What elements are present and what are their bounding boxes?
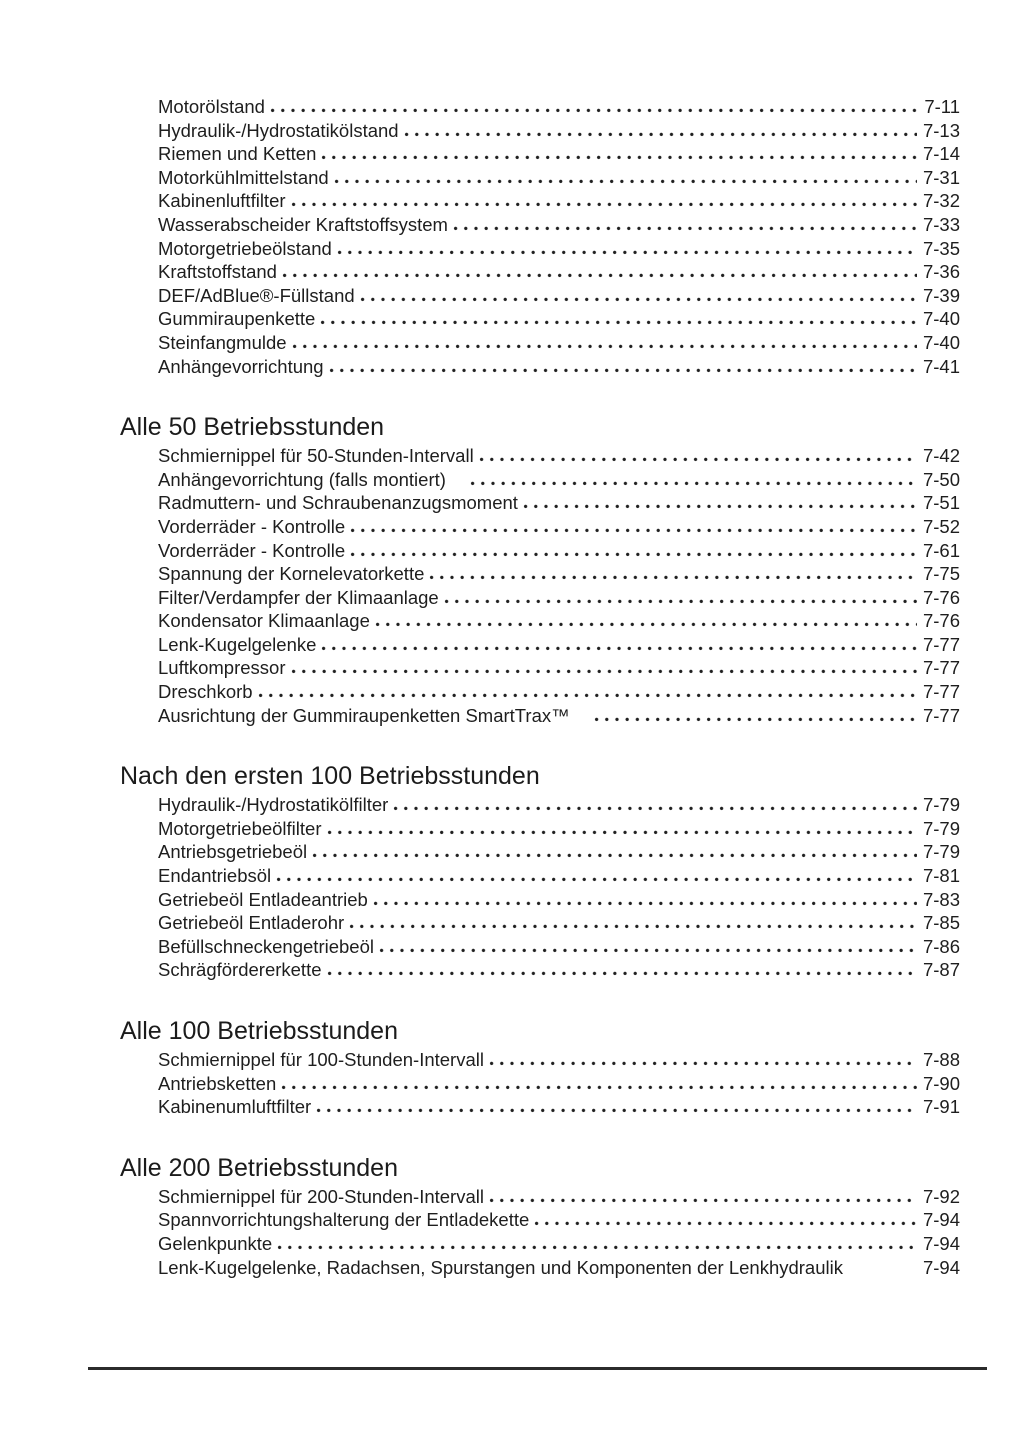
dot-leader [470,481,917,486]
entry-label: Schmiernippel für 200-Stunden-Intervall [158,1185,484,1207]
section-heading: Alle 100 Betriebsstunden [120,1017,398,1045]
entry-label: Vorderräder - Kontrolle [158,539,346,561]
entry-page-number: 7-36 [922,261,960,283]
dot-leader [349,924,917,929]
toc-entry [120,213,960,237]
toc-entry [120,1232,960,1256]
entry-page-number: 7-76 [922,586,960,608]
toc-entry [120,237,960,261]
entry-label: Riemen und Ketten [158,143,317,165]
entry-label: Schrägfördererkette [158,959,322,981]
dot-leader [523,504,917,509]
entry-label: Motorölstand [158,96,265,117]
dot-leader [453,226,917,231]
toc-entry [120,166,960,190]
entry-label: Antriebsketten [158,1072,277,1094]
entry-label: Motorgetriebeölstand [158,237,332,259]
section-entries [120,793,960,982]
entry-page-number: 7-77 [922,633,960,655]
toc-entry [120,911,960,935]
entry-label: Schmiernippel für 50-Stunden-Intervall [158,445,474,467]
entry-label: Hydraulik-/Hydrostatikölfilter [158,794,389,816]
entry-page-number: 7-77 [922,681,960,703]
entry-label: Anhängevorrichtung (falls montiert) [158,468,446,490]
dot-leader [334,179,917,184]
dot-leader [327,830,917,835]
dot-leader [404,132,917,137]
entry-label: Spannvorrichtungshalterung der Entladekette [158,1209,530,1231]
entry-page-number: 7-90 [922,1072,960,1094]
toc-entry [120,656,960,680]
dot-leader [379,948,917,953]
entry-label: Endantriebsöl [158,865,272,887]
dot-leader [282,273,917,278]
entry-label: Getriebeöl Entladerohr [158,912,345,934]
entry-page-number: 7-39 [922,284,960,306]
dot-leader [291,202,917,207]
toc-entry [120,562,960,586]
entry-label: Kondensator Klimaanlage [158,610,370,632]
entry-label: Vorderräder - Kontrolle [158,515,346,537]
section-heading: Alle 50 Betriebsstunden [120,413,385,442]
entry-page-number: 7-85 [922,912,960,934]
dot-leader [292,344,917,349]
dot-leader [337,250,917,255]
dot-leader [429,575,917,580]
entry-page-number: 7-87 [922,959,960,981]
toc-entry [120,1095,960,1119]
dot-leader [479,457,917,462]
toc-entry [120,586,960,610]
toc-section [120,759,960,982]
toc-entry [120,1208,960,1232]
dot-leader [350,552,917,557]
entry-page-number: 7-13 [922,119,960,141]
entry-page-number: 7-40 [922,331,960,353]
dot-leader [350,528,917,533]
dot-leader [270,108,918,113]
entry-label: Befüllschneckengetriebeöl [158,935,374,957]
entry-label: Ausrichtung der Gummiraupenketten SmartTrax™ [158,704,570,726]
toc-entry [120,864,960,888]
toc-entry [120,704,960,728]
entry-label: Motorkühlmittelstand [158,166,329,188]
entry-page-number: 7-32 [922,190,960,212]
toc-entry [120,935,960,959]
section-entries [120,1048,960,1119]
entry-page-number: 7-79 [922,841,960,863]
toc-entry [120,189,960,213]
toc-entry [120,142,960,166]
footer-divider [88,1367,987,1370]
entry-page-number: 7-81 [922,865,960,887]
section-entries [120,444,960,727]
section-heading: Alle 200 Betriebsstunden [120,1153,398,1182]
entry-page-number: 7-79 [922,794,960,816]
entry-page-number: 7-31 [922,166,960,188]
entry-label: Lenk-Kugelgelenke [158,633,317,655]
entry-page-number: 7-41 [922,355,960,377]
dot-leader [534,1221,917,1226]
entry-page-number: 7-76 [922,610,960,632]
toc-entry [120,958,960,982]
toc-section [120,1014,960,1119]
dot-leader [316,1108,917,1113]
entry-label: Antriebsgetriebeöl [158,841,308,863]
entry-label: Anhängevorrichtung [158,355,324,377]
toc-entry [120,1048,960,1072]
entry-page-number: 7-86 [922,935,960,957]
entry-label: DEF/AdBlue®-Füllstand [158,284,355,306]
toc-section [120,95,960,378]
entry-page-number: 7-79 [922,817,960,839]
toc-entry [120,817,960,841]
entry-label: Lenk-Kugelgelenke, Radachsen, Spurstangen und Komponenten der Lenkhydraulik [158,1256,843,1278]
toc-entry [120,119,960,143]
dot-leader [444,599,917,604]
section-entries [120,1185,960,1279]
entry-page-number: 7-51 [922,492,960,514]
entry-label: Luftkompressor [158,657,286,679]
dot-leader [321,155,917,160]
dot-leader [489,1198,917,1203]
toc-entry [120,1072,960,1096]
entry-label: Gummiraupenkette [158,308,316,330]
toc-entry [120,1256,960,1280]
toc-entry [120,680,960,704]
entry-page-number: 7-88 [922,1049,960,1070]
dot-leader [360,297,917,302]
toc-entry [120,539,960,563]
entry-page-number: 7-61 [922,539,960,561]
entry-page-number: 7-50 [922,468,960,490]
dot-leader [258,693,917,698]
entry-page-number: 7-91 [922,1096,960,1118]
dot-leader [327,971,917,976]
toc-section [120,1151,960,1279]
entry-label: Hydraulik-/Hydrostatikölstand [158,119,399,141]
dot-leader [594,717,917,722]
toc-entry [120,444,960,468]
entry-page-number: 7-33 [922,213,960,235]
toc-entry [120,331,960,355]
toc-entry [120,260,960,284]
entry-page-number: 7-40 [922,308,960,330]
entry-page-number: 7-52 [922,515,960,537]
dot-leader [375,622,917,627]
entry-label: Motorgetriebeölfilter [158,817,322,839]
entry-label: Radmuttern- und Schraubenanzugsmoment [158,492,518,514]
toc-entry [120,793,960,817]
entry-label: Filter/Verdampfer der Klimaanlage [158,586,439,608]
section-heading: Nach den ersten 100 Betriebsstunden [120,762,540,791]
dot-leader [393,806,917,811]
toc-entry [120,515,960,539]
entry-label: Gelenkpunkte [158,1232,273,1254]
dot-leader [277,1245,917,1250]
entry-page-number: 7-94 [922,1256,960,1278]
entry-page-number: 7-42 [922,445,960,467]
toc-entry [120,284,960,308]
toc-entry [120,307,960,331]
toc-section [120,410,960,727]
dot-leader [489,1061,917,1066]
toc-entry [120,888,960,912]
entry-label: Kraftstoffstand [158,261,277,283]
table-of-contents [120,0,960,1279]
entry-label: Kabinenumluftfilter [158,1096,312,1118]
dot-leader [321,646,917,651]
dot-leader [373,901,917,906]
entry-page-number: 7-83 [922,888,960,910]
entry-label: Wasserabscheider Kraftstoffsystem [158,213,448,235]
entry-label: Spannung der Kornelevatorkette [158,563,425,585]
toc-entry [120,95,960,119]
entry-page-number: 7-35 [922,237,960,259]
dot-leader [312,853,917,858]
dot-leader [329,368,917,373]
entry-page-number: 7-92 [922,1185,960,1207]
toc-entry [120,1185,960,1209]
toc-entry [120,609,960,633]
entry-page-number: 7-94 [922,1209,960,1231]
dot-leader [276,877,917,882]
entry-page-number: 7-94 [922,1232,960,1254]
entry-label: Kabinenluftfilter [158,190,286,212]
entry-page-number: 7-14 [922,143,960,165]
entry-label: Schmiernippel für 100-Stunden-Intervall [158,1049,484,1070]
entry-label: Getriebeöl Entladeantrieb [158,888,368,910]
toc-entry [120,491,960,515]
entry-page-number: 7-77 [922,657,960,679]
toc-entry [120,840,960,864]
entry-label: Dreschkorb [158,681,253,703]
entry-page-number: 7-77 [922,704,960,726]
entry-page-number: 7-75 [922,563,960,585]
dot-leader [281,1085,917,1090]
entry-label: Steinfangmulde [158,331,287,353]
dot-leader [320,320,917,325]
toc-entry [120,468,960,492]
toc-entry [120,355,960,379]
dot-leader [846,1269,920,1274]
toc-entry [120,633,960,657]
dot-leader [291,669,917,674]
entry-page-number: 7-11 [924,96,960,117]
section-entries [120,95,960,378]
